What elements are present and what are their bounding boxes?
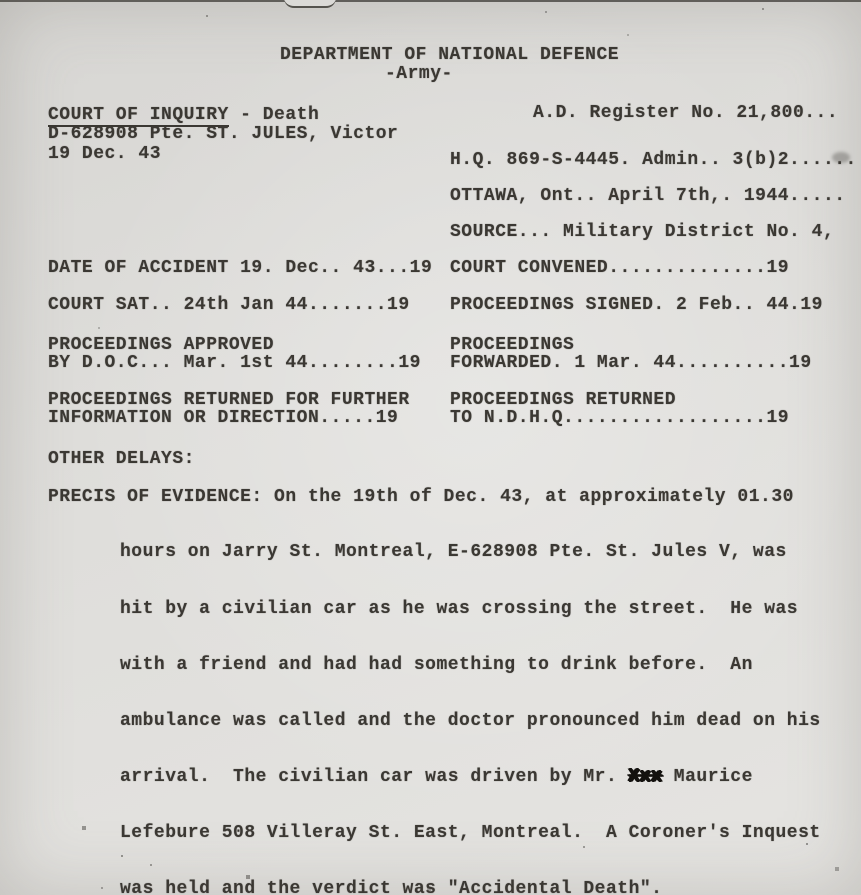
case-heading-underlined: COURT OF INQUIRY: [48, 105, 229, 125]
precis-line-7: Lefebure 508 Villeray St. East, Montreal. A Coroner's Inquest: [120, 822, 821, 843]
precis-line-4: with a friend and had had something to drink before. An: [120, 654, 753, 675]
field-proceedings-forwarded-line1: PROCEEDINGS: [450, 335, 575, 355]
case-heading: [48, 106, 319, 125]
source-line: SOURCE... Military District No. 4,: [450, 222, 835, 242]
field-proceedings-approved-line2: BY D.O.C... Mar. 1st 44........19: [48, 353, 421, 373]
field-date-of-accident: DATE OF ACCIDENT 19. Dec.. 43...19: [48, 258, 433, 278]
precis-line-6-post: Maurice: [662, 766, 753, 787]
case-heading-suffix: - Death: [228, 105, 320, 125]
field-court-convened: COURT CONVENED..............19: [450, 258, 790, 278]
precis-line-2: hours on Jarry St. Montreal, E-628908 Pte. St. Jules V, was: [120, 542, 787, 563]
precis-line-8: was held and the verdict was "Accidental Death".: [120, 879, 663, 895]
field-proceedings-forwarded-line2: FORWARDED. 1 Mar. 44..........19: [450, 353, 812, 373]
precis-line-6-pre: arrival. The civilian car was driven by Mr.: [120, 766, 629, 787]
precis-line-3: hit by a civilian car as he was crossing the street. He was: [120, 598, 799, 619]
other-delays-heading: OTHER DELAYS:: [48, 449, 195, 469]
field-proceedings-signed: PROCEEDINGS SIGNED. 2 Feb.. 44.19: [450, 295, 823, 315]
ad-register-line: A.D. Register No. 21,800...: [533, 103, 839, 123]
precis-line-6: [120, 768, 821, 787]
field-proceedings-approved-line1: PROCEEDINGS APPROVED: [48, 335, 275, 355]
precis-continuation: [120, 506, 821, 895]
field-returned-ndhq-line2: TO N.D.H.Q..................19: [450, 408, 790, 428]
field-court-sat: COURT SAT.. 24th Jan 44.......19: [48, 295, 410, 315]
case-date-line: 19 Dec. 43: [48, 144, 162, 164]
field-returned-further-line1: PROCEEDINGS RETURNED FOR FURTHER: [48, 390, 410, 410]
field-returned-ndhq-line1: PROCEEDINGS RETURNED: [450, 390, 677, 410]
hq-file-line: H.Q. 869-S-4445. Admin.. 3(b)2......: [450, 150, 857, 170]
place-date-line: OTTAWA, Ont.. April 7th,. 1944.....: [450, 186, 846, 206]
field-returned-further-line2: INFORMATION OR DIRECTION.....19: [48, 408, 399, 428]
doc-subtitle: -Army-: [385, 64, 453, 84]
precis-line-1: PRECIS OF EVIDENCE: On the 19th of Dec. 43, at approximately 01.30: [48, 487, 794, 507]
doc-title: DEPARTMENT OF NATIONAL DEFENCE: [280, 45, 620, 65]
precis-line-5: ambulance was called and the doctor pronounced him dead on his: [120, 710, 821, 731]
case-service-number-line: D-628908 Pte. ST. JULES, Victor: [48, 124, 399, 144]
overstruck-word: Xxx: [628, 766, 663, 787]
